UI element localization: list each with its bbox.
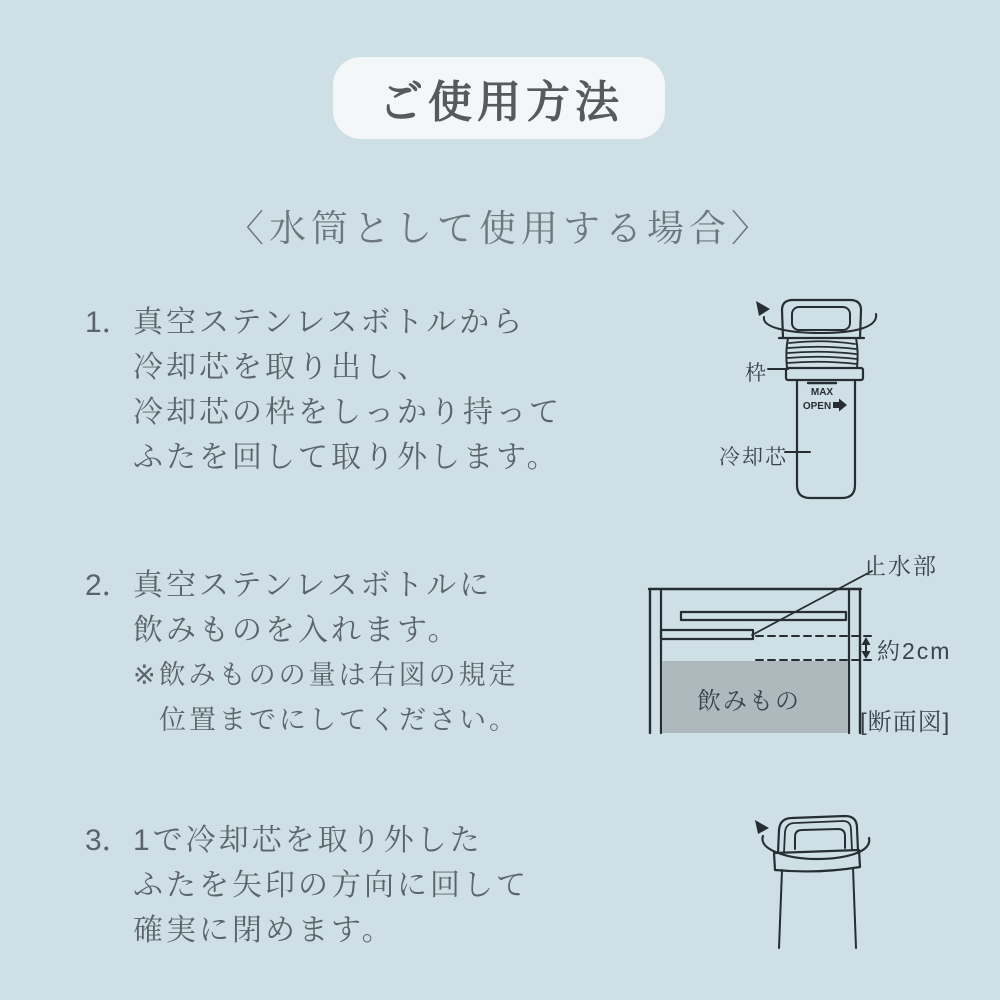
step-2-text-1: 真空ステンレスボトルに	[133, 569, 493, 602]
step-2-number: 2．	[85, 569, 132, 602]
drink-label: 飲みもの	[697, 688, 801, 715]
open-marking	[803, 399, 847, 413]
open-label: OPEN	[802, 401, 832, 412]
step-1-line-2: 冷却芯を取り出し、	[133, 351, 430, 384]
step-3-text	[85, 818, 529, 953]
lid-collar	[774, 850, 860, 871]
bottle-lid	[774, 816, 860, 871]
title-badge	[333, 57, 665, 139]
step-2-note-2: 位置までにしてください。	[159, 705, 519, 735]
max-marking	[808, 383, 836, 398]
step-1-line-4: ふたを回して取り外します。	[133, 441, 560, 474]
step-3-line-2: ふたを矢印の方向に回して	[133, 869, 529, 902]
open-arrow-icon	[833, 399, 847, 412]
step-2-line-2: 飲みものを入れます。	[133, 614, 461, 647]
step-2-text	[85, 563, 519, 743]
gap-arrow-icon	[862, 637, 871, 659]
stopper-bar	[661, 630, 753, 639]
step-3-number: 3．	[85, 824, 132, 857]
core-frame	[786, 368, 863, 380]
cross-section-caption: [断面図]	[860, 709, 951, 736]
stopper-pointer-line	[752, 571, 872, 635]
step-3-line-3: 確実に閉めます。	[133, 914, 395, 947]
cooling-core-drawing	[700, 285, 960, 510]
step-2-note-1: ※飲みものの量は右図の規定	[133, 660, 519, 690]
step-1-number: 1．	[85, 306, 132, 339]
step-3-line-1	[85, 818, 529, 863]
bottle-body	[779, 868, 856, 948]
closed-bottle-diagram	[745, 806, 910, 956]
page-title: ご使用方法	[379, 78, 624, 127]
closed-bottle-drawing	[745, 806, 910, 956]
step-1-line-3: 冷却芯の枠をしっかり持って	[133, 396, 562, 429]
thread-neck	[786, 338, 857, 368]
step-1-text	[85, 300, 562, 480]
stopper-label: 止水部	[863, 553, 938, 579]
frame-label: 枠	[745, 362, 768, 385]
step-3-text-1: 1で冷却芯を取り外した	[133, 824, 483, 857]
gap-label: 約2cm	[877, 638, 952, 664]
step-1-line-1	[85, 300, 562, 345]
step-2-line-1	[85, 563, 519, 608]
rotation-arrow-icon	[756, 301, 876, 333]
page-subtitle: 〈水筒として使用する場合〉	[227, 208, 773, 249]
core-label: 冷却芯	[719, 446, 788, 469]
inner-bar	[681, 612, 846, 620]
step-1-text-1: 真空ステンレスボトルから	[133, 306, 526, 339]
cooling-core-diagram	[700, 285, 960, 510]
max-label: MAX	[810, 387, 834, 398]
